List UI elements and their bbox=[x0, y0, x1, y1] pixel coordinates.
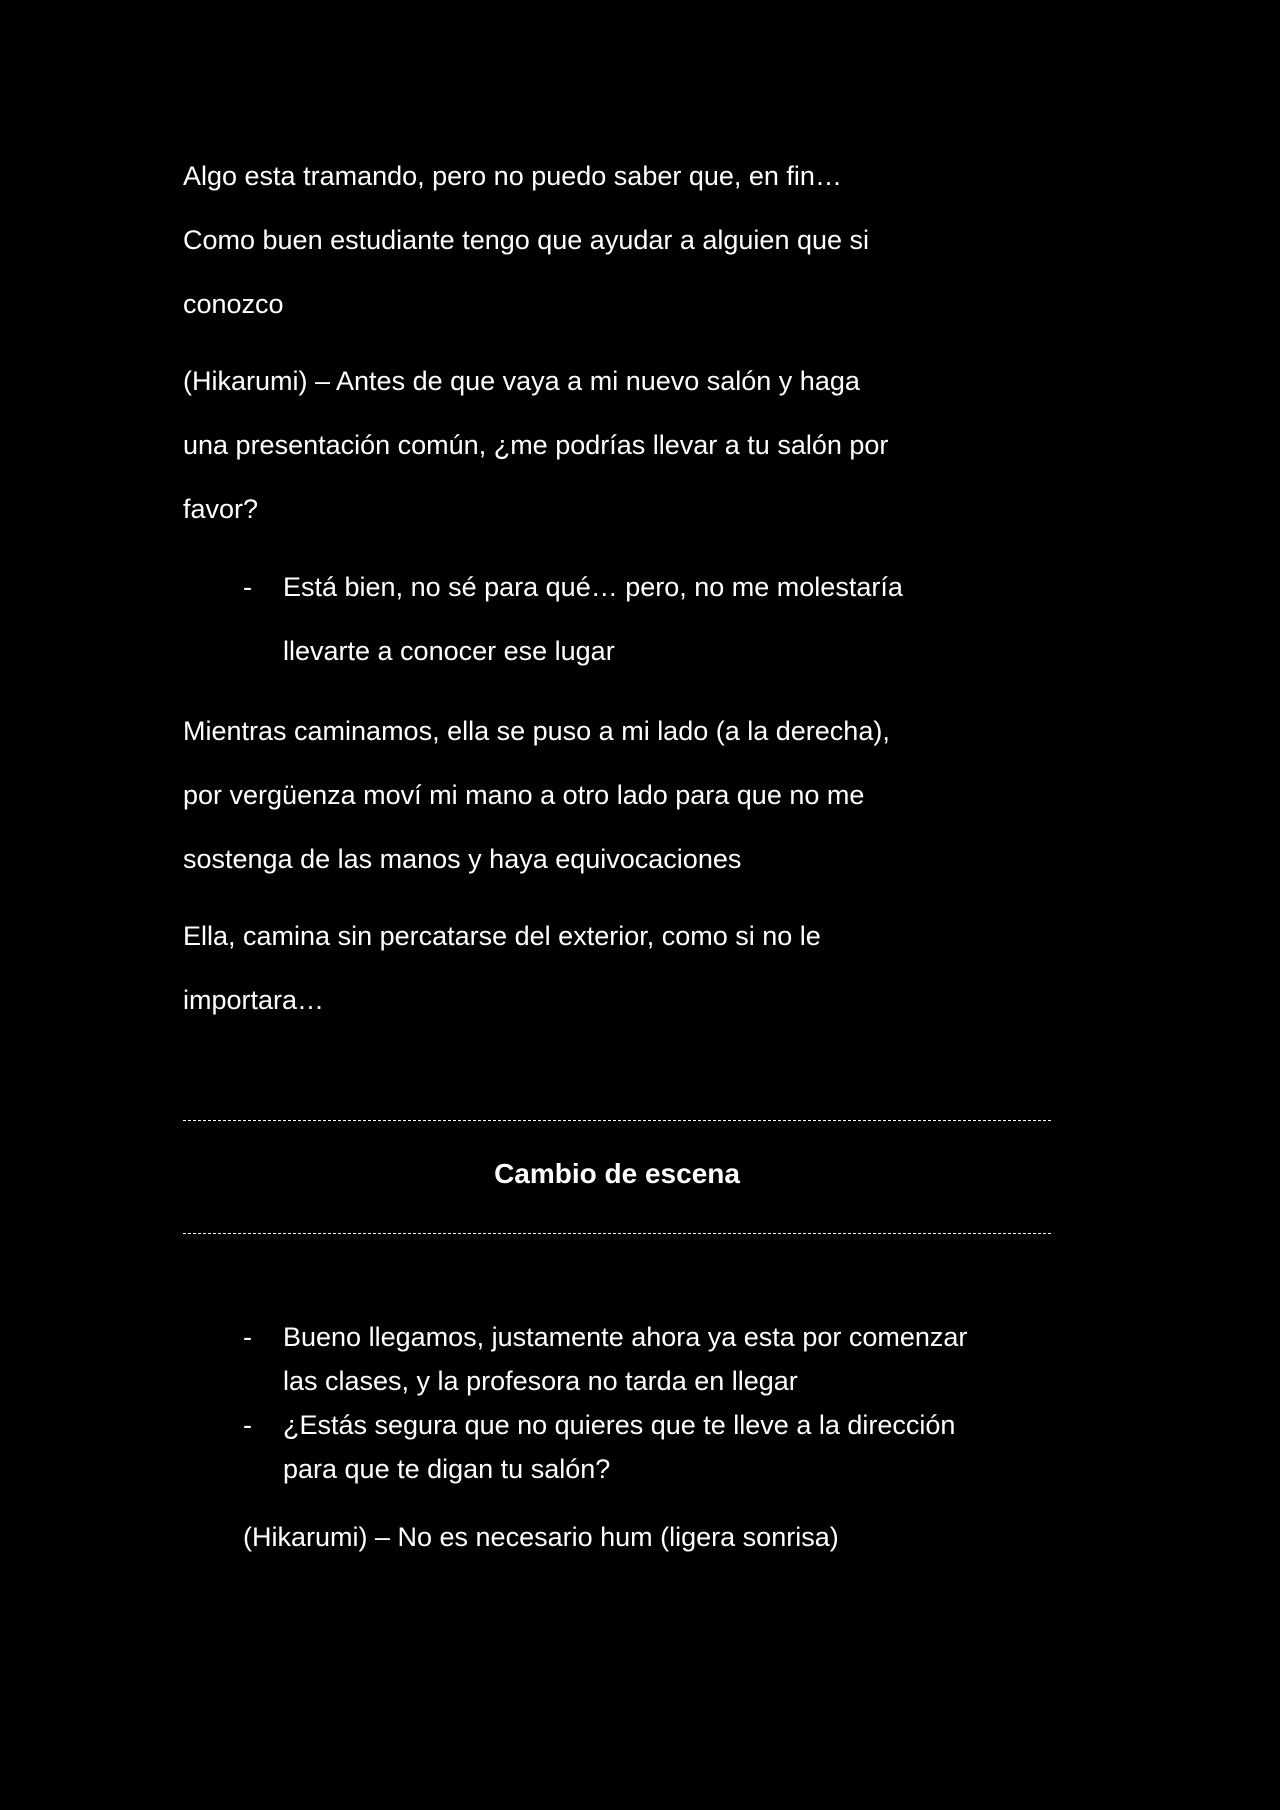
closing-line bbox=[243, 1515, 1103, 1559]
dialogue-1 bbox=[243, 555, 1103, 683]
dialogue-2-line-1: Bueno llegamos, justamente ahora ya esta por comenzar bbox=[283, 1322, 968, 1352]
paragraph-4 bbox=[183, 904, 1043, 1032]
dialogue-1-text bbox=[283, 555, 1103, 683]
paragraph-1 bbox=[183, 144, 1043, 336]
paragraph-3-line-1: Mientras caminamos, ella se puso a mi lado (a la derecha), bbox=[183, 716, 890, 746]
paragraph-2 bbox=[183, 349, 1043, 541]
dialogue-2-line-2: las clases, y la profesora no tarda en llegar bbox=[283, 1366, 798, 1396]
scene-separator-top bbox=[183, 1120, 1051, 1121]
paragraph-1-line-3: conozco bbox=[183, 289, 284, 319]
paragraph-2-line-2: una presentación común, ¿me podrías llevar a tu salón por bbox=[183, 430, 889, 460]
paragraph-2-line-3: favor? bbox=[183, 494, 259, 524]
dialogue-3-line-1: ¿Estás segura que no quieres que te lleve a la dirección bbox=[283, 1410, 956, 1440]
dialogue-1-line-2: llevarte a conocer ese lugar bbox=[283, 636, 615, 666]
dialogue-2 bbox=[243, 1315, 1103, 1403]
paragraph-1-line-1: Algo esta tramando, pero no puedo saber que, en fin… bbox=[183, 161, 842, 191]
paragraph-2-line-1: (Hikarumi) – Antes de que vaya a mi nuevo salón y haga bbox=[183, 366, 860, 396]
paragraph-3-line-2: por vergüenza moví mi mano a otro lado para que no me bbox=[183, 780, 865, 810]
closing-line-text: (Hikarumi) – No es necesario hum (ligera sonrisa) bbox=[243, 1522, 839, 1552]
dialogue-3 bbox=[243, 1403, 1103, 1491]
dialogue-2-text bbox=[283, 1315, 1103, 1403]
paragraph-4-line-1: Ella, camina sin percatarse del exterior, como si no le bbox=[183, 921, 821, 951]
dialogue-1-bullet: - bbox=[243, 572, 252, 602]
dialogue-2-bullet: - bbox=[243, 1322, 252, 1352]
paragraph-3-line-3: sostenga de las manos y haya equivocaciones bbox=[183, 844, 742, 874]
paragraph-1-line-2: Como buen estudiante tengo que ayudar a alguien que si bbox=[183, 225, 870, 255]
dialogue-3-bullet: - bbox=[243, 1410, 252, 1440]
scene-heading: Cambio de escena bbox=[494, 1158, 740, 1189]
paragraph-4-line-2: importara… bbox=[183, 985, 325, 1015]
paragraph-3 bbox=[183, 699, 1043, 891]
dialogue-1-line-1: Está bien, no sé para qué… pero, no me molestaría bbox=[283, 572, 903, 602]
dialogue-3-text bbox=[283, 1403, 1103, 1491]
scene-separator-bottom bbox=[183, 1233, 1051, 1234]
dialogue-3-line-2: para que te digan tu salón? bbox=[283, 1454, 611, 1484]
